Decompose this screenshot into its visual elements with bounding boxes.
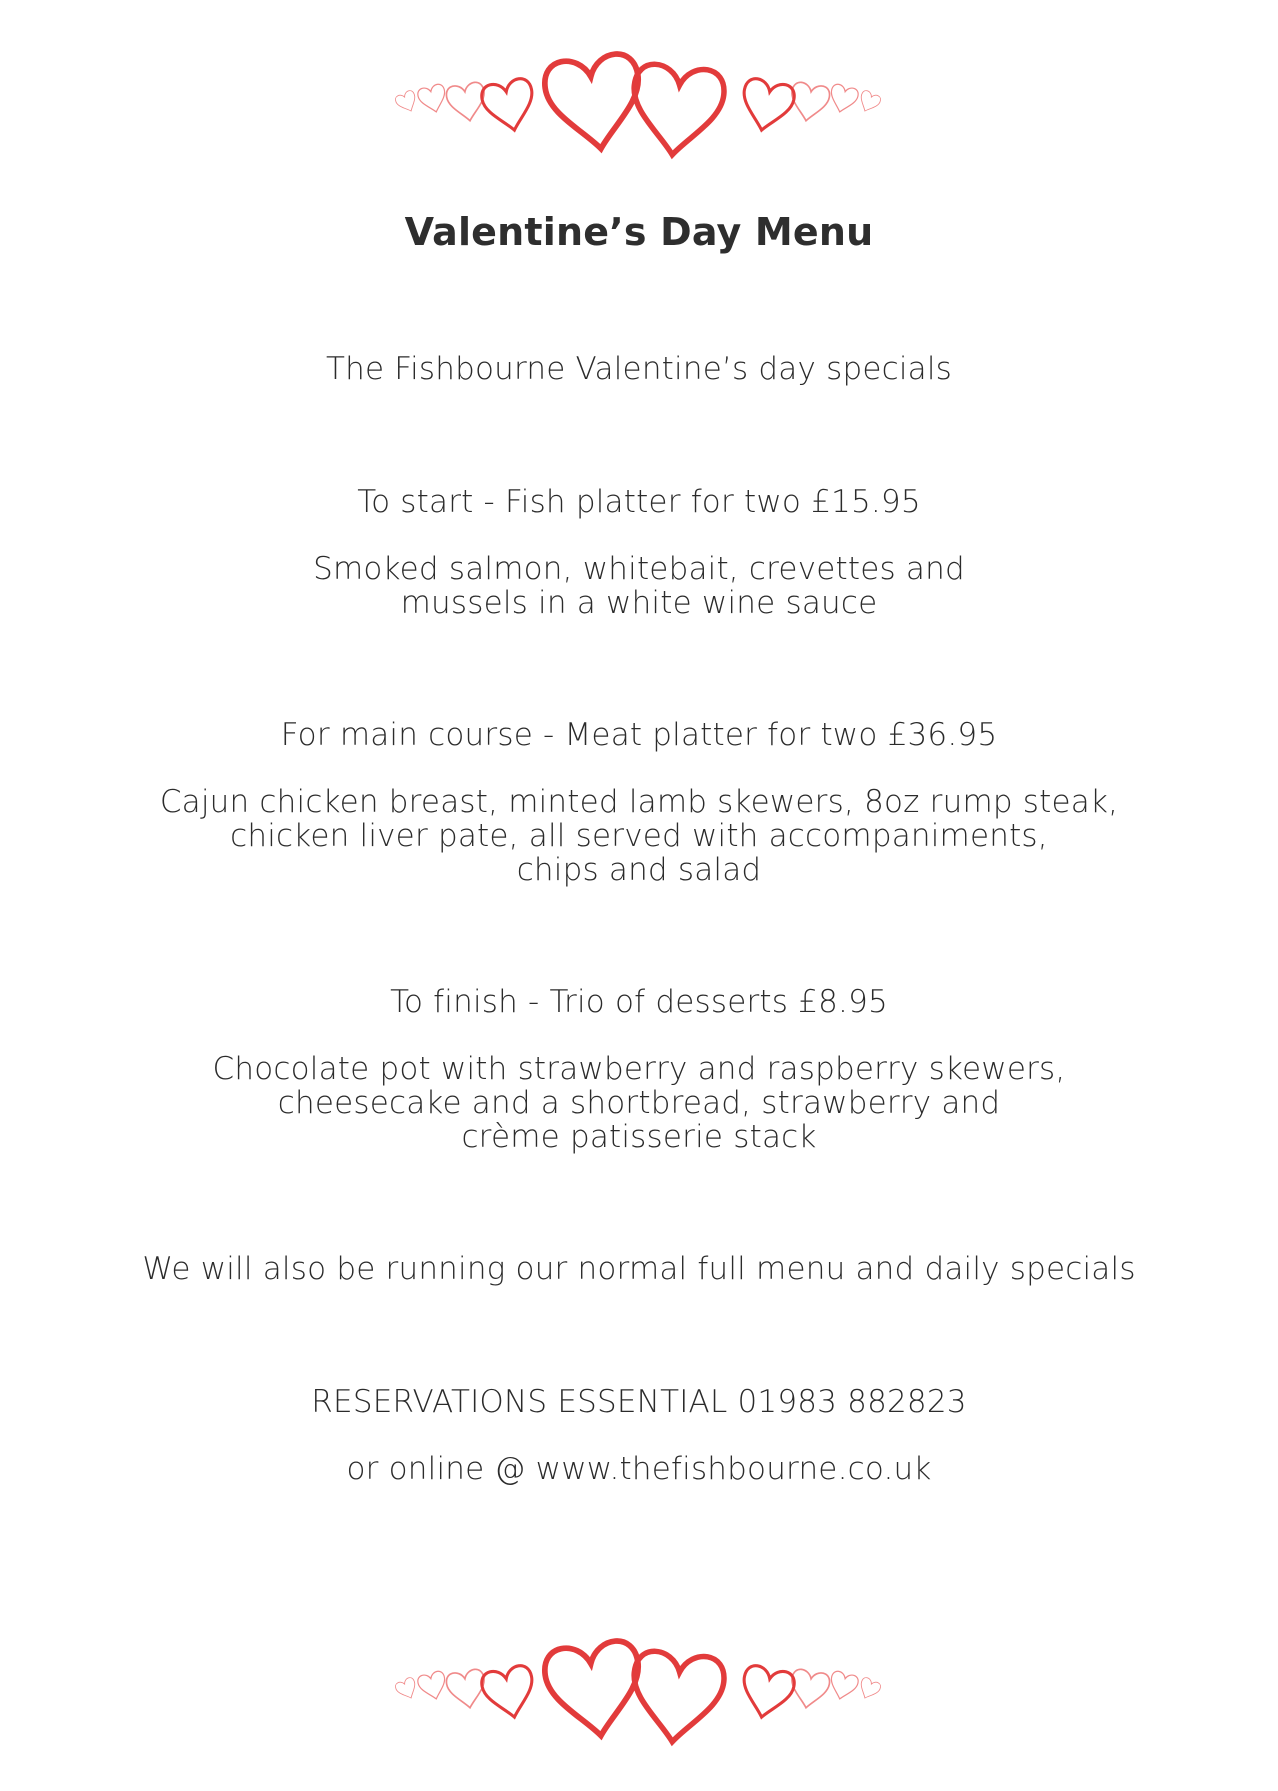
starter-description-line: Smoked salmon, whitebait, crevettes and [313,551,965,587]
dessert-description-line: Chocolate pot with strawberry and raspberry skewers, [212,1051,1066,1087]
full-menu-note: We will also be running our normal full menu and daily specials [142,1251,1136,1287]
hearts-garland-top-icon [388,38,888,178]
reservations-phone: RESERVATIONS ESSENTIAL 01983 882823 [311,1384,967,1420]
main-course-heading: For main course - Meat platter for two £36.95 [280,717,998,753]
starter-description-line: mussels in a white wine sauce [400,585,878,621]
dessert-description [0,1052,1278,1154]
hearts-garland-bottom-icon [388,1625,888,1765]
starter-heading: To start - Fish platter for two £15.95 [357,484,921,520]
online-booking-link[interactable]: or online @ www.thefishbourne.co.uk [346,1451,932,1487]
subtitle: The Fishbourne Valentine’s day specials [325,351,953,387]
main-course-description [0,785,1278,887]
main-course-description-line: chips and salad [516,852,762,888]
dessert-description-line: crème patisserie stack [461,1119,817,1155]
main-course-description-line: chicken liver pate, all served with accompaniments, [230,818,1048,854]
starter-description [0,552,1278,620]
dessert-heading: To finish - Trio of desserts £8.95 [390,984,888,1020]
main-course-description-line: Cajun chicken breast, minted lamb skewers, 8oz rump steak, [159,784,1119,820]
dessert-description-line: cheesecake and a shortbread, strawberry and [277,1085,1001,1121]
page-title: Valentine’s Day Menu [404,210,874,254]
